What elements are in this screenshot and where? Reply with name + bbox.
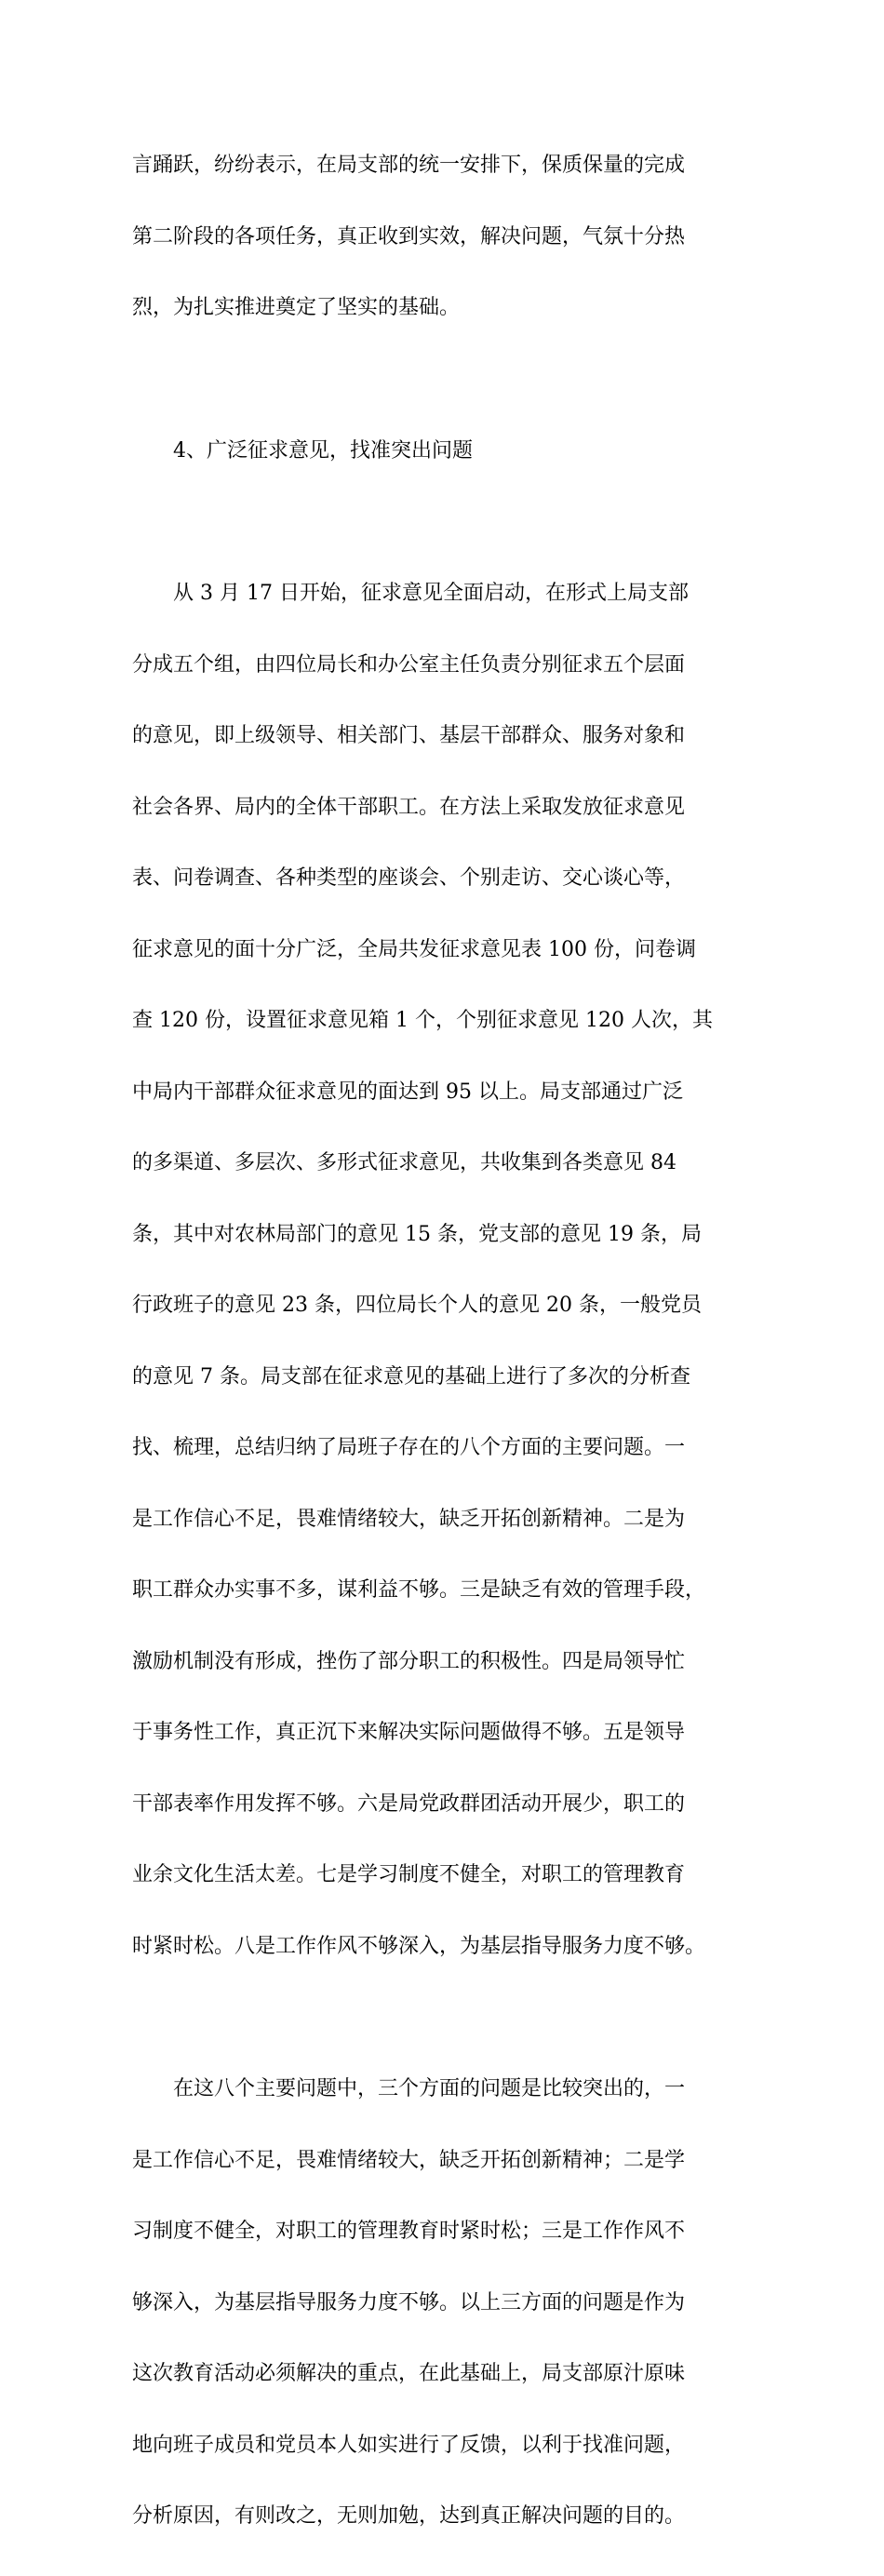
text-line: 这次教育活动必须解决的重点，在此基础上，局支部原汁原味 — [132, 2362, 686, 2385]
text-line: 表、问卷调查、各种类型的座谈会、个别走访、交心谈心等， — [132, 866, 686, 890]
text-line: 分成五个组，由四位局长和办公室主任负责分别征求五个层面 — [132, 652, 686, 677]
text-line: 行政班子的意见 23 条，四位局长个人的意见 20 条，一般党员 — [132, 1294, 702, 1317]
paragraph-continuation — [132, 106, 774, 368]
text-line: 习制度不健全，对职工的管理教育时紧时松；三是工作作风不 — [132, 2220, 686, 2243]
text-line: 地向班子成员和党员本人如实进行了反馈，以利于找准问题， — [132, 2433, 686, 2457]
paragraph-gap — [132, 2006, 774, 2030]
text-line: 业余文化生活太差。七是学习制度不健全，对职工的管理教育 — [132, 1863, 686, 1886]
heading-text: 4、广泛征求意见，找准突出问题 — [173, 438, 473, 463]
text-line: 分析原因，有则改之，无则加勉，达到真正解决问题的目的。 — [132, 2504, 686, 2528]
text-line: 的多渠道、多层次、多形式征求意见，共收集到各类意见 84 — [132, 1151, 676, 1174]
text-line: 查 120 份，设置征求意见箱 1 个，个别征求意见 120 人次，其 — [132, 1009, 713, 1032]
text-line: 的意见，即上级领导、相关部门、基层干部群众、服务对象和 — [132, 724, 686, 747]
paragraph-gap — [132, 510, 774, 534]
text-line: 时紧时松。八是工作作风不够深入，为基层指导服务力度不够。 — [132, 1934, 706, 1958]
text-line: 是工作信心不足，畏难情绪较大，缺乏开拓创新精神；二是学 — [132, 2148, 686, 2172]
text-line: 职工群众办实事不多，谋利益不够。三是缺乏有效的管理手段， — [132, 1578, 706, 1602]
paragraph-gap — [132, 368, 774, 392]
text-line: 激励机制没有形成，挫伤了部分职工的积极性。四是局领导忙 — [132, 1649, 686, 1673]
text-line: 是工作信心不足，畏难情绪较大，缺乏开拓创新精神。二是为 — [132, 1507, 686, 1531]
text-line: 干部表率作用发挥不够。六是局党政群团活动开展少，职工的 — [132, 1791, 686, 1816]
text-line: 社会各界、局内的全体干部职工。在方法上采取发放征求意见 — [132, 795, 686, 819]
text-line: 够深入，为基层指导服务力度不够。以上三方面的问题是作为 — [132, 2290, 686, 2314]
text-line: 烈，为扎实推进奠定了坚实的基础。 — [132, 296, 461, 319]
paragraph-focus — [132, 2030, 774, 2576]
document-page — [132, 106, 774, 2576]
text-line: 从 3 月 17 日开始，征求意见全面启动，在形式上局支部 — [173, 582, 689, 605]
text-line: 条，其中对农林局部门的意见 15 条，党支部的意见 19 条，局 — [132, 1222, 702, 1246]
text-line: 在这八个主要问题中，三个方面的问题是比较突出的，一 — [173, 2077, 686, 2100]
paragraph-survey — [132, 534, 774, 2006]
text-line: 第二阶段的各项任务，真正收到实效，解决问题，气氛十分热 — [132, 224, 686, 248]
section-heading — [132, 392, 774, 511]
text-line: 言踊跃，纷纷表示，在局支部的统一安排下，保质保量的完成 — [132, 154, 686, 177]
text-line: 征求意见的面十分广泛，全局共发征求意见表 100 份，问卷调 — [132, 937, 696, 961]
text-line: 中局内干部群众征求意见的面达到 95 以上。局支部通过广泛 — [132, 1080, 683, 1104]
text-line: 找、梳理，总结归纳了局班子存在的八个方面的主要问题。一 — [132, 1436, 686, 1459]
text-line: 于事务性工作，真正沉下来解决实际问题做得不够。五是领导 — [132, 1721, 686, 1744]
text-line: 的意见 7 条。局支部在征求意见的基础上进行了多次的分析查 — [132, 1364, 690, 1389]
